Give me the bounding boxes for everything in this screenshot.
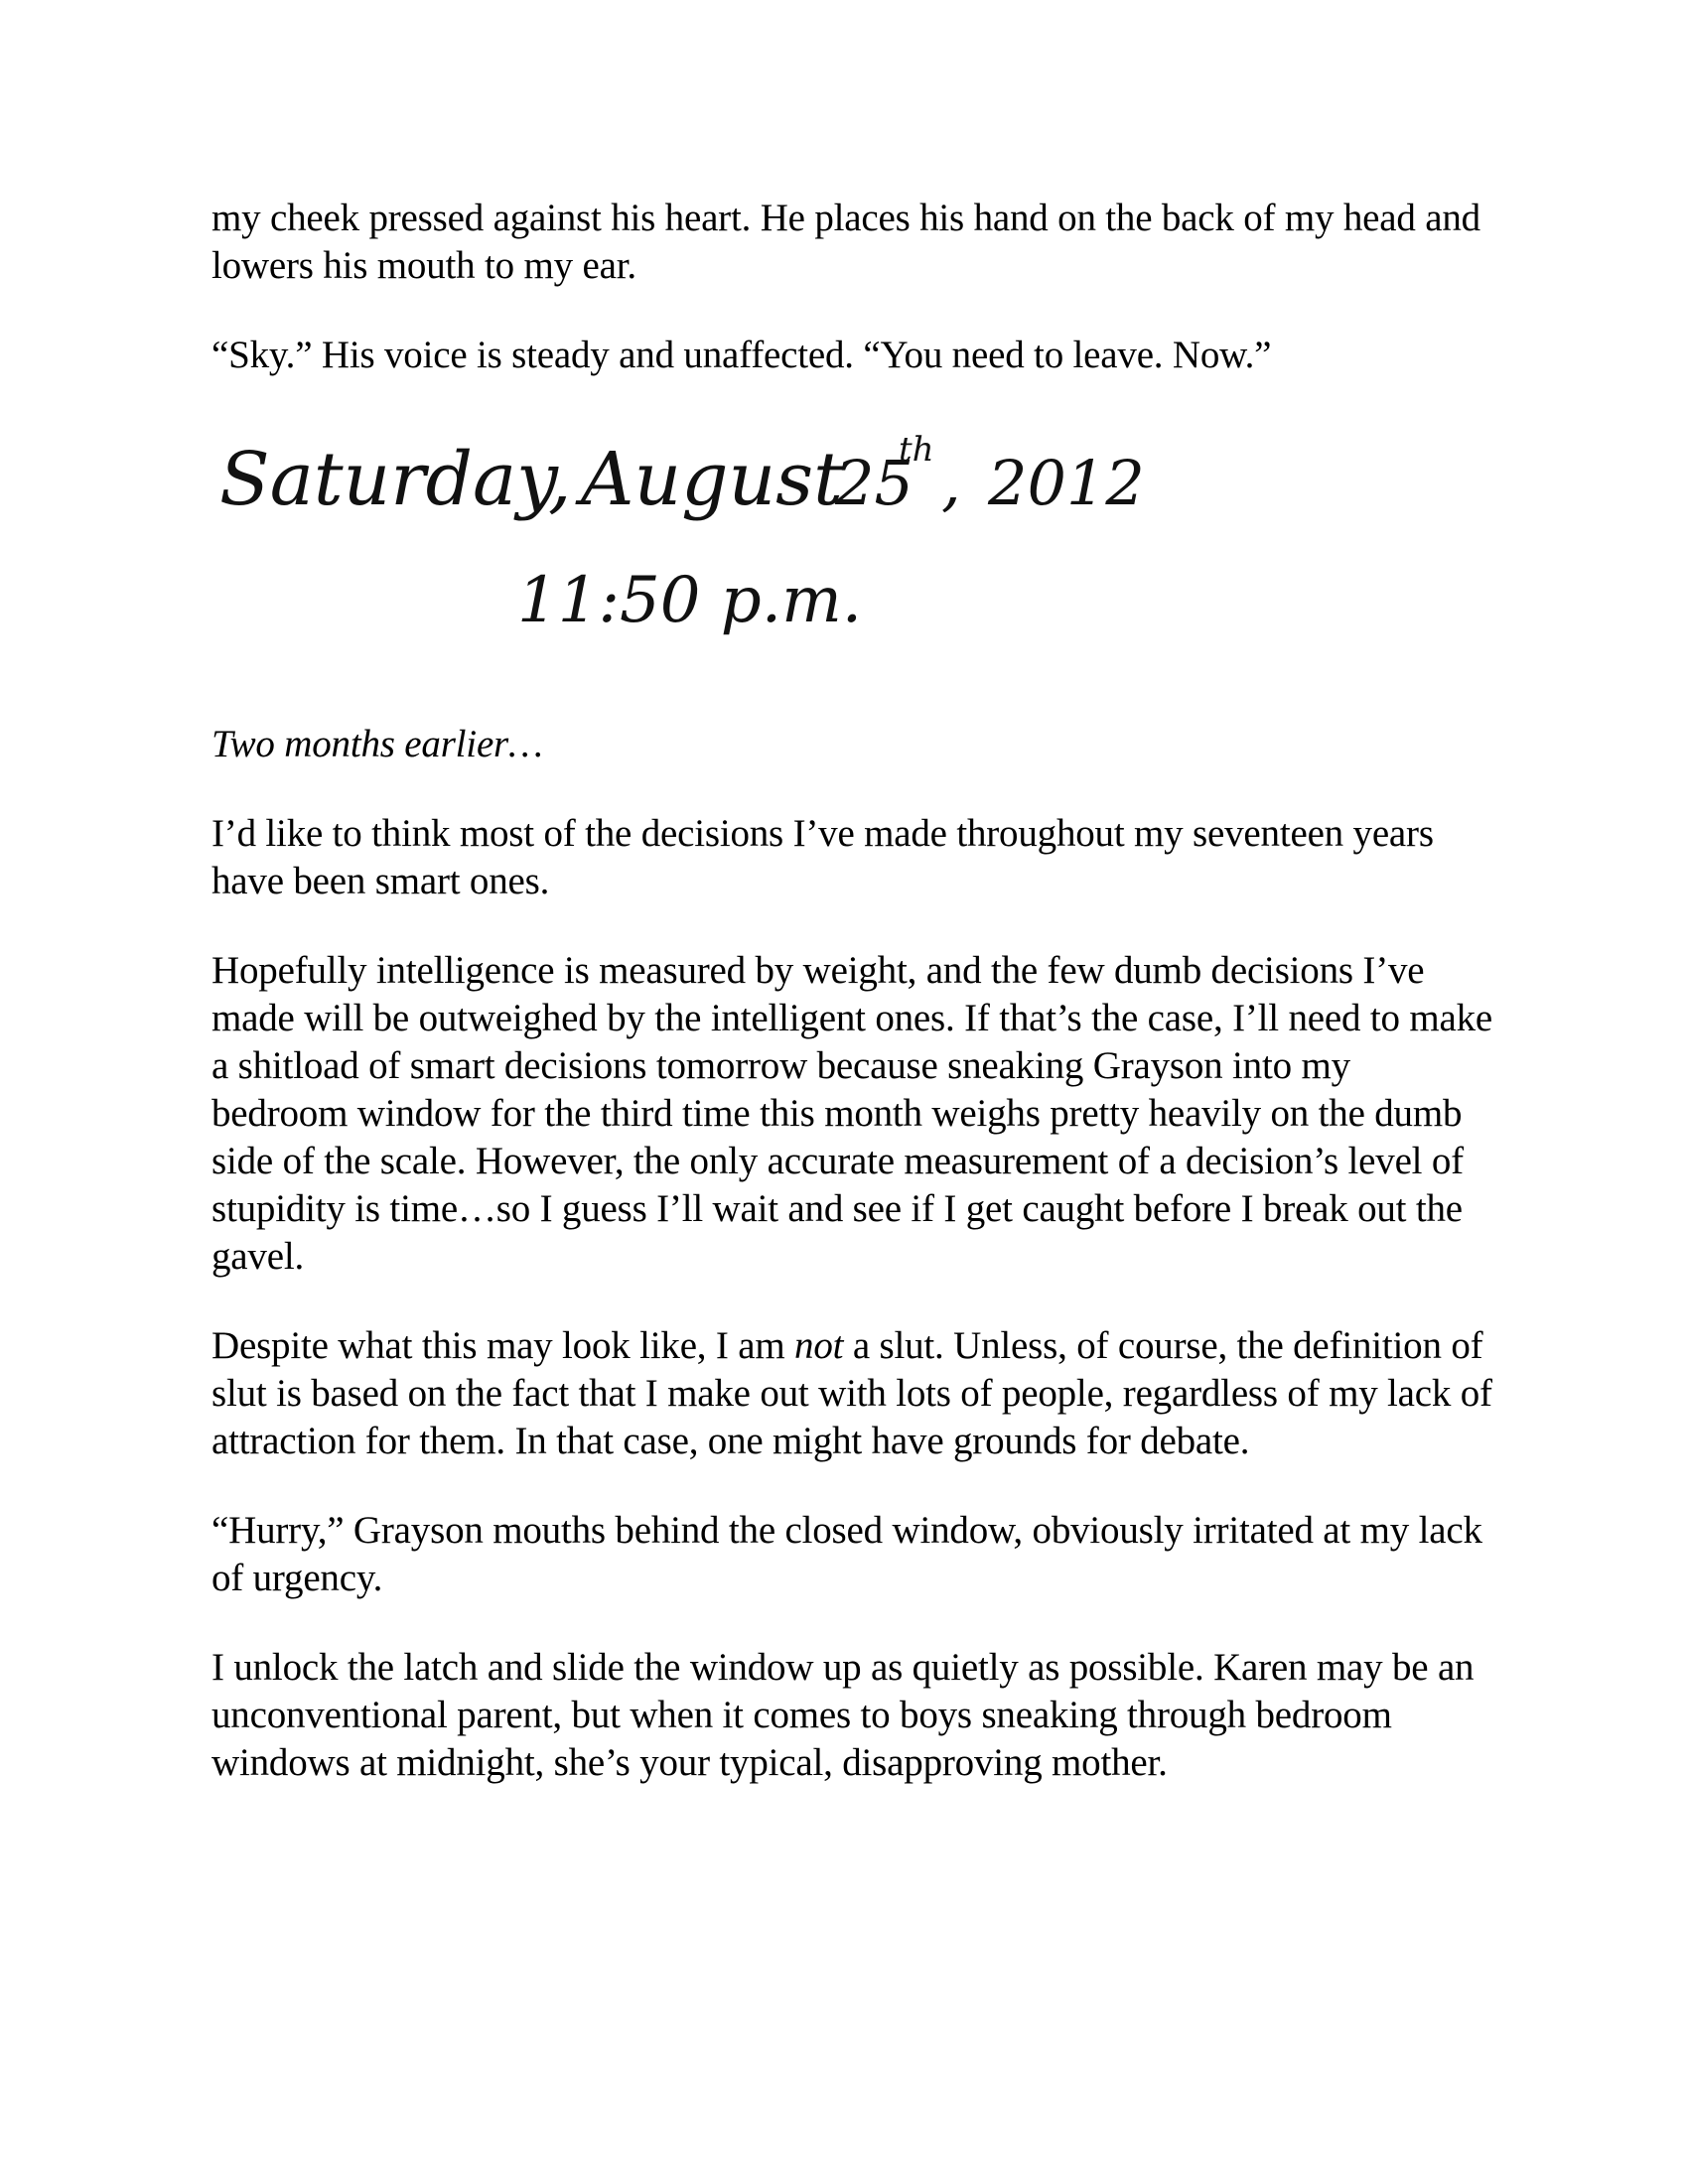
- paragraph-8: I unlock the latch and slide the window up as quietly as possible. Karen may be an unconventional parent, but when it comes to boys sneaking through bedroom windows at midnight, she’s your typical, disapproving mother.: [211, 1646, 1475, 1784]
- handwritten-date-image: [211, 399, 1204, 687]
- paragraph-italic-two-months-earlier: Two months earlier…: [211, 723, 543, 765]
- document-page: [211, 195, 1492, 1787]
- paragraph-4: I’d like to think most of the decisions I’ve made throughout my seventeen years have been smart ones.: [211, 812, 1434, 902]
- handwritten-month: August: [581, 437, 843, 522]
- paragraph-7: “Hurry,” Grayson mouths behind the closed window, obviously irritated at my lack of urgency.: [211, 1509, 1482, 1599]
- handwritten-day: Saturday,: [219, 437, 572, 522]
- paragraph-6: [211, 1322, 1492, 1465]
- paragraph-6-text-after: a slut. Unless, of course, the definition of slut is based on the fact that I make out with lots of people, regardless of my lack of attraction for them. In that case, one might have grounds for debate.: [211, 1324, 1492, 1462]
- paragraph-6-italic-word: not: [794, 1324, 844, 1367]
- paragraph-5: Hopefully intelligence is measured by weight, and the few dumb decisions I’ve made will be outweighed by the intelligent ones. If that’s the case, I’ll need to make a shitload of smart decisions tomorrow because sneaking Grayson into my bedroom window for the third time this month weighs pretty heavily on the dumb side of the scale. However, the only accurate measurement of a decision’s level of stupidity is time…so I guess I’ll wait and see if I get caught before I break out the gavel.: [211, 949, 1492, 1278]
- handwritten-time: 11:50 p.m.: [517, 564, 863, 637]
- paragraph-1: my cheek pressed against his heart. He places his hand on the back of my head and lowers his mouth to my ear.: [211, 197, 1480, 287]
- handwritten-year: 2012: [988, 447, 1145, 519]
- paragraph-6-text-before: Despite what this may look like, I am: [211, 1324, 795, 1367]
- paragraph-2: “Sky.” His voice is steady and unaffected. “You need to leave. Now.”: [211, 334, 1272, 376]
- handwritten-comma: ,: [941, 447, 961, 519]
- handwritten-date-number: 25: [835, 447, 914, 519]
- handwritten-date-suffix: th: [899, 430, 934, 470]
- handwritten-dateline: [211, 399, 1492, 687]
